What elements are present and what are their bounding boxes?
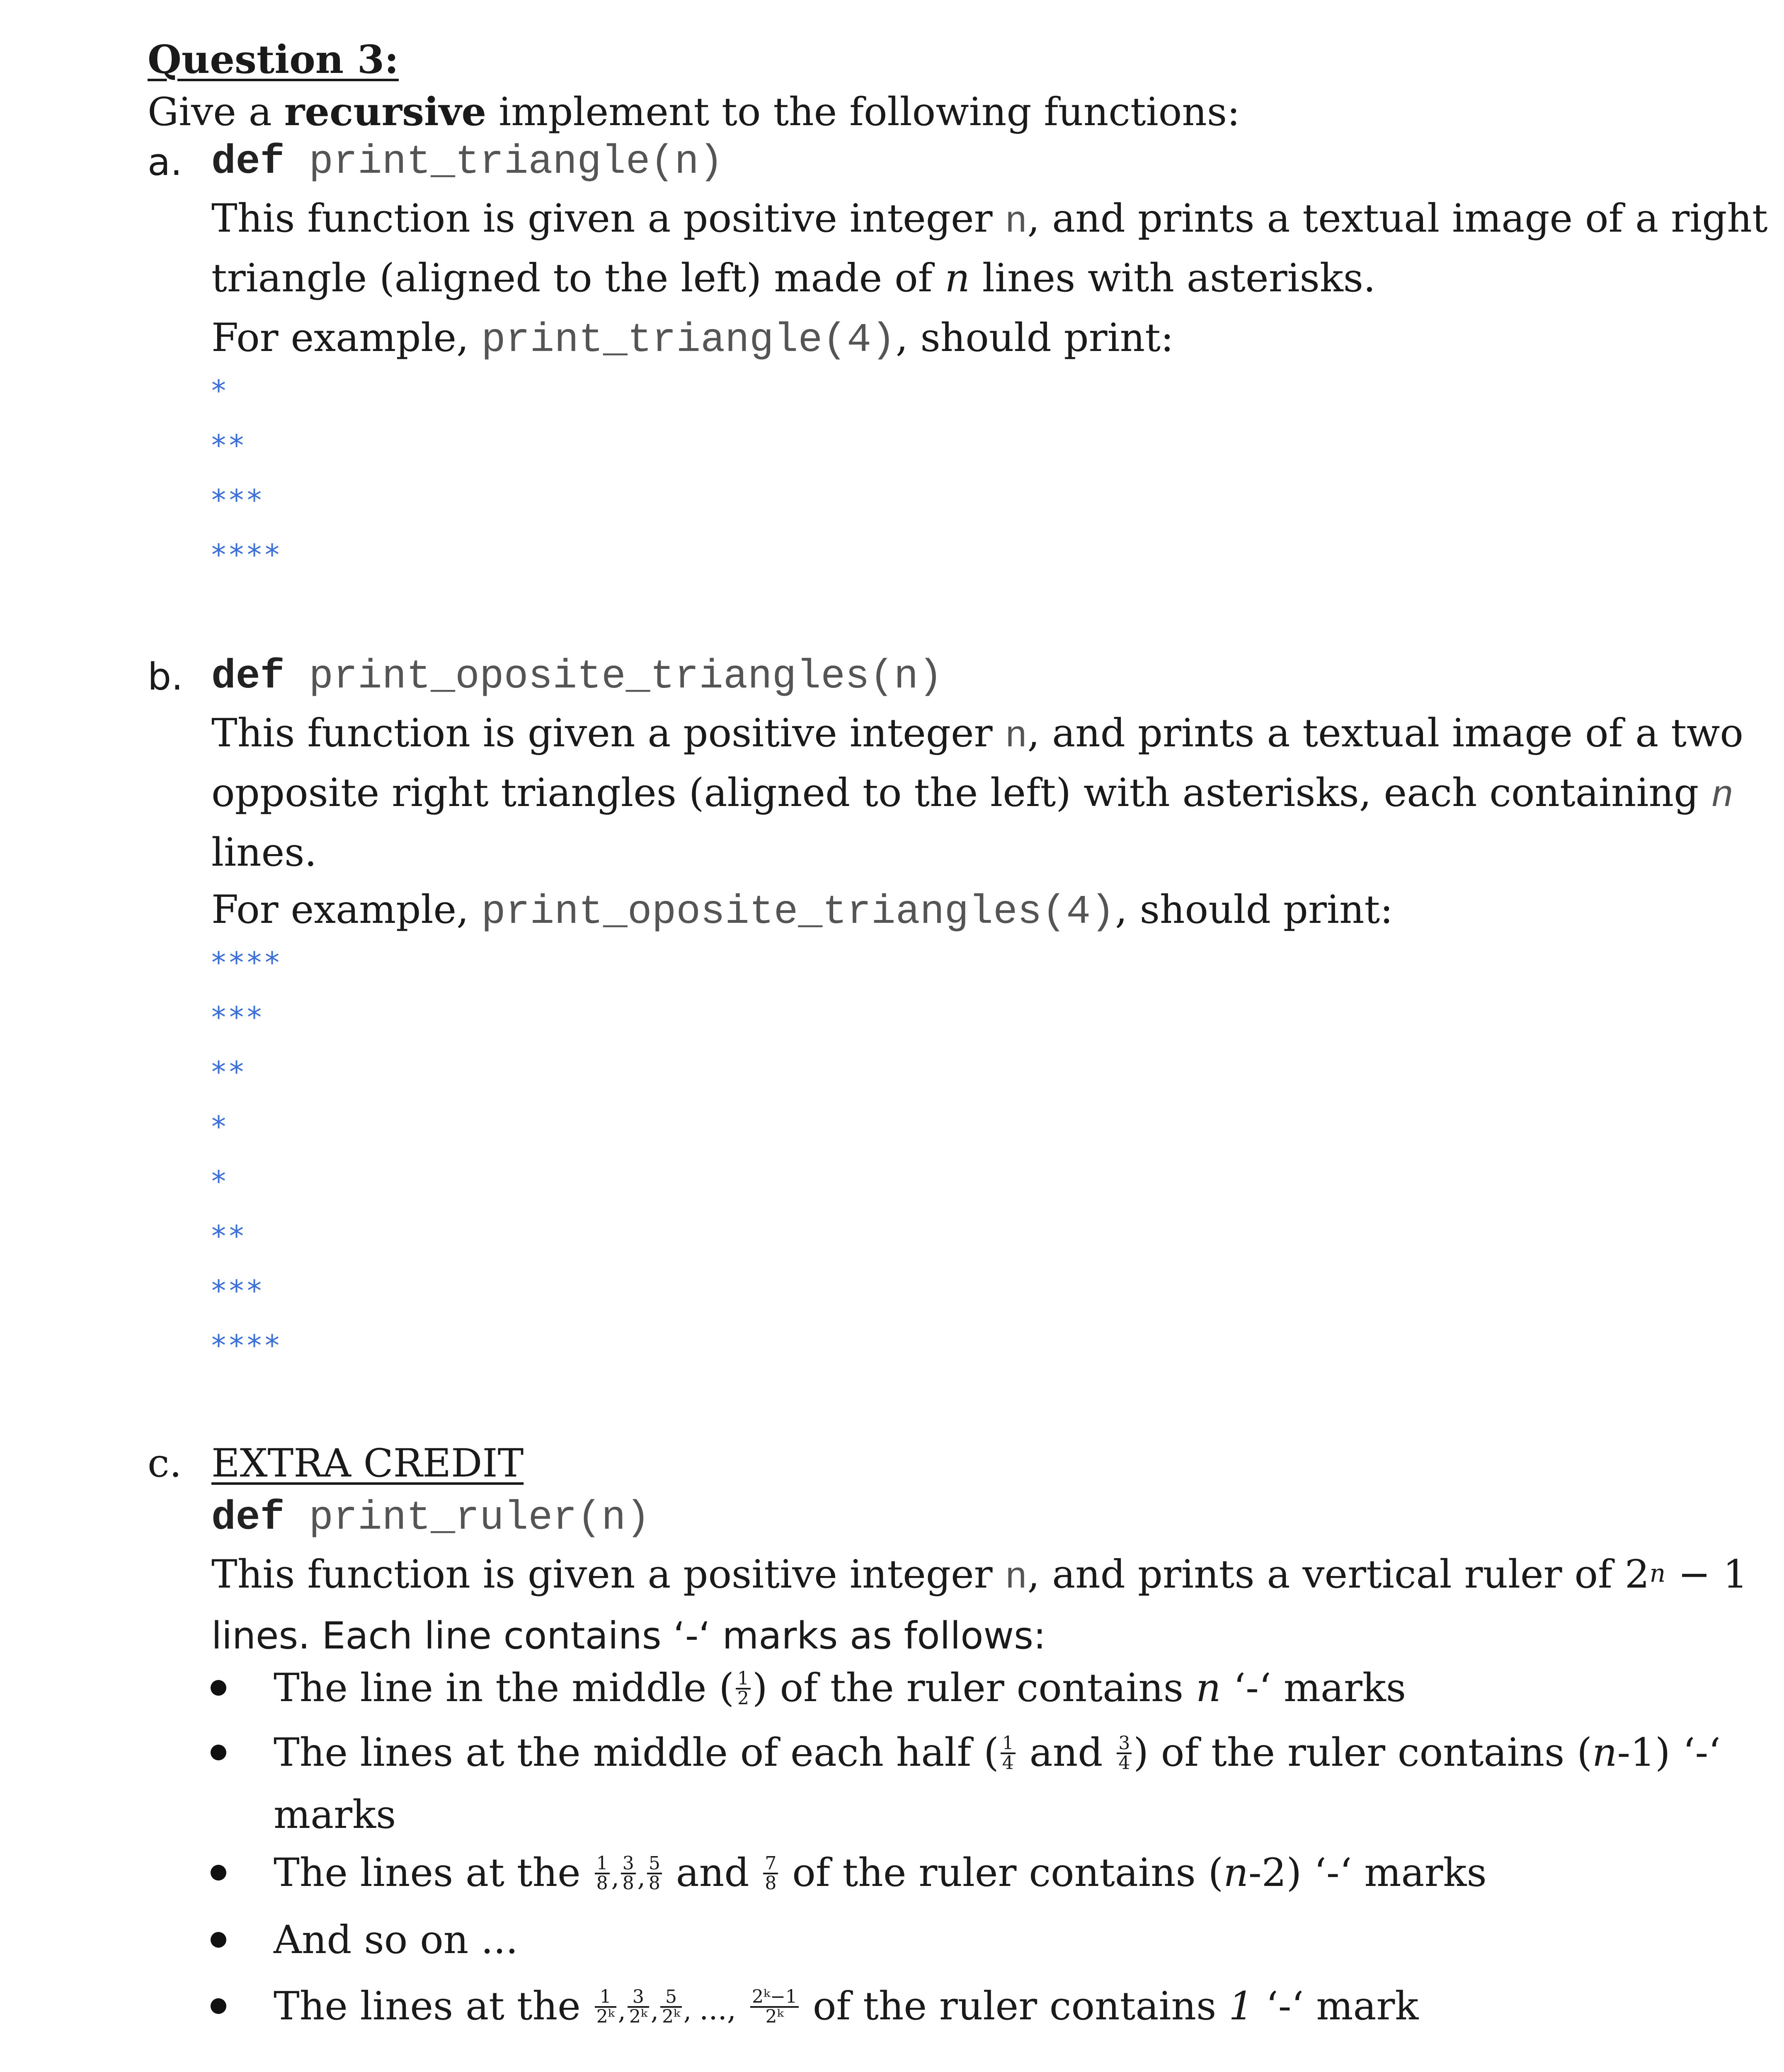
- fraction-numerator: 3: [628, 1988, 649, 2008]
- bullet-3-prefix: The lines at the: [274, 1850, 593, 1895]
- bullet-1-fraction: [736, 1670, 751, 1708]
- part-c-def-keyword: def: [211, 1495, 285, 1541]
- bullet-5-prefix: The lines at the: [274, 1984, 593, 2029]
- fraction-numerator: 1: [595, 1854, 610, 1874]
- fraction-denominator: 8: [765, 1872, 777, 1894]
- fraction-numerator: 5: [647, 1854, 662, 1874]
- intro-prefix: Give a: [148, 90, 284, 135]
- part-a-output-line: **: [211, 428, 247, 462]
- part-b-desc-line3: lines.: [211, 830, 317, 875]
- part-b-label: b.: [148, 655, 183, 699]
- part-b-output-line: **: [211, 1219, 247, 1253]
- bullet-icon: [211, 1745, 226, 1760]
- part-a-signature-line: [211, 138, 723, 187]
- fraction-denominator: 4: [1118, 1752, 1130, 1774]
- bullet-2-fraction-1: [1001, 1734, 1016, 1772]
- fraction-numerator: 7: [763, 1854, 778, 1874]
- part-b-desc-line1-prefix: This function is given a positive integer: [211, 711, 1005, 756]
- fraction-denominator: 2ᵏ: [629, 2006, 647, 2027]
- part-b-output-line: *: [211, 1164, 229, 1198]
- part-c-heading: EXTRA CREDIT: [211, 1441, 524, 1486]
- part-c-desc-line1: [211, 1550, 1748, 1604]
- bullet-5-mid: of the ruler contains: [800, 1984, 1229, 2029]
- bullet-1-text: [274, 1663, 1406, 1713]
- bullet-5-var: 1: [1229, 1984, 1254, 2029]
- part-b-example-prefix: For example,: [211, 887, 481, 932]
- part-a-example-line: [211, 313, 1174, 366]
- intro-bold: recursive: [284, 89, 487, 135]
- fraction-numerator: 1: [736, 1670, 751, 1690]
- bullet-icon: [211, 1932, 226, 1948]
- part-b-desc-line1: [211, 709, 1743, 762]
- bullet-2-suffix: -1) ‘-‘: [1617, 1730, 1721, 1775]
- bullet-3-fraction: [763, 1854, 778, 1893]
- part-b-desc-line2-prefix: opposite right triangles (aligned to the left) with asterisks, each containing: [211, 770, 1711, 816]
- fraction-numerator: 3: [1117, 1734, 1132, 1754]
- part-a-label: a.: [148, 140, 182, 184]
- bullet-3-and: and: [676, 1850, 749, 1895]
- bullet-2-and: and: [1017, 1730, 1115, 1775]
- fraction-numerator: 2ᵏ−1: [750, 1988, 799, 2008]
- fraction-denominator: 2ᵏ: [765, 2006, 784, 2027]
- part-c-signature: print_ruler(n): [309, 1495, 650, 1541]
- part-b-signature: print_oposite_triangles(n): [309, 654, 943, 700]
- part-c-label: c.: [148, 1441, 182, 1486]
- part-a-example-prefix: For example,: [211, 315, 481, 361]
- bullet-icon: [211, 1865, 226, 1881]
- part-a-example-code: print_triangle(4): [481, 317, 896, 363]
- part-a-output-line: ***: [211, 483, 265, 517]
- bullet-2-line2: marks: [274, 1792, 396, 1837]
- fraction-denominator: 8: [596, 1872, 608, 1894]
- bullet-3-suffix: -2) ‘-‘ marks: [1248, 1850, 1487, 1895]
- part-b-signature-line: [211, 652, 943, 702]
- question-title: Question 3:: [148, 37, 399, 82]
- part-c-desc-line1-suffix: , and prints a vertical ruler of 2: [1027, 1552, 1650, 1597]
- part-a-desc-line1-prefix: This function is given a positive integer: [211, 196, 1005, 241]
- part-a-signature: print_triangle(n): [309, 139, 724, 185]
- part-b-output-line: ***: [211, 1274, 265, 1308]
- intro-suffix: implement to the following functions:: [486, 90, 1240, 135]
- bullet-5-text: The lines at the $\frac{1}{\text{2ᵏ}}$ , $\frac{3}{\text{2ᵏ}}$ , $\frac{5}{\text{2ᵏ}}$ , ..., $\frac{\text{2ᵏ−1}}{\text{2ᵏ}}$ of the ruler contains 1 ‘-‘ mark: [274, 1984, 1419, 2029]
- bullet-icon: [211, 1998, 226, 2014]
- bullet-1-var: n: [1195, 1665, 1221, 1711]
- part-c-signature-line: [211, 1493, 650, 1543]
- bullet-2-prefix: The lines at the middle of each half (: [274, 1730, 999, 1775]
- bullet-5-fraction: [660, 1988, 682, 2026]
- fraction-numerator: 1: [595, 1988, 616, 2008]
- part-a-desc-line1-suffix: , and prints a textual image of a right: [1027, 196, 1768, 241]
- bullet-3-text: The lines at the $\frac{1}{8}$ , $\frac{3}{8}$ , $\frac{5}{8}$ and $\frac{7}{8}$ of the ruler contains (n-2) ‘-‘ marks: [274, 1850, 1487, 1895]
- part-c-desc-line1-prefix: This function is given a positive integer: [211, 1552, 1005, 1597]
- part-a-desc-line2-prefix: triangle (aligned to the left) made of: [211, 256, 945, 301]
- fraction-numerator: 5: [660, 1988, 682, 2008]
- fraction-denominator: 2ᵏ: [596, 2006, 615, 2027]
- bullet-2-fraction-2: [1117, 1734, 1132, 1772]
- part-c-desc-line1-var: n: [1005, 1557, 1028, 1599]
- part-a-desc-line2: [211, 254, 1376, 303]
- question-intro: [148, 87, 1240, 137]
- part-b-example-line: [211, 885, 1393, 937]
- part-a-output-line: *: [211, 374, 229, 408]
- part-b-output-line: *: [211, 1110, 229, 1144]
- part-a-desc-line1-var: n: [1005, 201, 1028, 243]
- part-c-desc-line2: lines. Each line contains ‘-‘ marks as follows:: [211, 1614, 1046, 1658]
- part-a-example-suffix: , should print:: [895, 315, 1174, 361]
- bullet-3-fraction: [621, 1854, 636, 1893]
- bullet-5-ellipsis: ...,: [699, 1992, 737, 2026]
- bullet-3-fraction: [595, 1854, 610, 1893]
- bullet-3-var: n: [1223, 1850, 1248, 1895]
- bullet-1-mid: ) of the ruler contains: [752, 1665, 1196, 1711]
- part-b-output-line: **: [211, 1055, 247, 1089]
- bullet-icon: [211, 1680, 226, 1696]
- bullet-4-text: And so on ...: [274, 1917, 518, 1963]
- bullet-5-last-fraction: [750, 1988, 799, 2026]
- part-a-output-line: ****: [211, 538, 283, 572]
- fraction-numerator: 3: [621, 1854, 636, 1874]
- bullet-2-text: [274, 1728, 1721, 1778]
- part-a-def-keyword: def: [211, 139, 285, 185]
- part-b-desc-line1-var: n: [1005, 716, 1028, 758]
- bullet-2-var: n: [1592, 1730, 1617, 1775]
- fraction-numerator: 1: [1001, 1734, 1016, 1754]
- bullet-2-mid: ) of the ruler contains (: [1133, 1730, 1592, 1775]
- fraction-denominator: 8: [648, 1872, 660, 1894]
- part-c-desc-line1-tail: − 1: [1665, 1552, 1748, 1597]
- part-c-exponent: n: [1649, 1559, 1666, 1588]
- bullet-5-fraction: [595, 1988, 616, 2026]
- fraction-denominator: 4: [1002, 1752, 1014, 1774]
- fraction-denominator: 2ᵏ: [662, 2006, 680, 2027]
- bullet-1-suffix: ‘-‘ marks: [1221, 1665, 1406, 1711]
- fraction-denominator: 8: [622, 1872, 634, 1894]
- fraction-denominator: 2: [737, 1687, 749, 1709]
- part-b-example-code: print_oposite_triangles(4): [481, 889, 1115, 935]
- part-b-example-suffix: , should print:: [1115, 887, 1393, 932]
- bullet-5-fraction: [628, 1988, 649, 2026]
- bullet-5-suffix: ‘-‘ mark: [1253, 1984, 1419, 2029]
- part-b-def-keyword: def: [211, 654, 285, 700]
- bullet-3-fraction: [647, 1854, 662, 1893]
- part-b-output-line: ***: [211, 1000, 265, 1034]
- part-a-desc-line2-suffix: lines with asterisks.: [970, 256, 1376, 301]
- part-b-output-line: ****: [211, 946, 283, 980]
- part-a-desc-line2-var: n: [945, 256, 970, 301]
- bullet-3-mid: of the ruler contains (: [780, 1850, 1224, 1895]
- part-b-desc-line2: [211, 768, 1733, 821]
- part-b-output-line: ****: [211, 1329, 283, 1363]
- part-b-desc-line1-suffix: , and prints a textual image of a two: [1027, 711, 1744, 756]
- bullet-1-prefix: The line in the middle (: [274, 1665, 734, 1711]
- part-a-desc-line1: [211, 194, 1768, 247]
- part-b-desc-line2-var: n: [1711, 775, 1734, 818]
